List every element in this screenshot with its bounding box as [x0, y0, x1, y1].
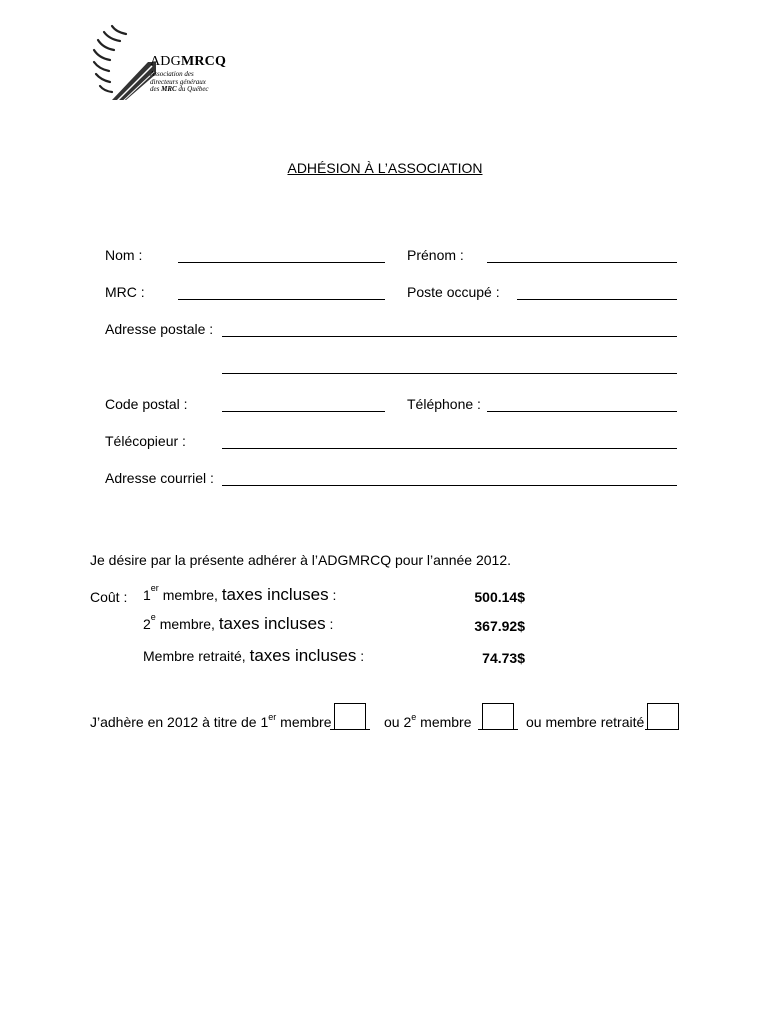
cost-row: [143, 614, 333, 634]
cost-row-3-colon: :: [356, 648, 365, 664]
telephone-field[interactable]: [487, 411, 677, 412]
adresse-field-2[interactable]: [222, 373, 677, 374]
poste-field[interactable]: [517, 299, 677, 300]
cost-row-2-sup: e: [150, 612, 156, 622]
membership-text-2: [384, 714, 472, 730]
first-member-checkbox[interactable]: [334, 703, 366, 730]
nom-label: Nom :: [105, 247, 143, 263]
retired-member-underline: [645, 729, 678, 730]
cost-row-2-pre: 2: [143, 616, 151, 632]
statement-text: Je désire par la présente adhérer à l’ADGMRCQ pour l’année 2012.: [90, 552, 512, 568]
cost-row-1-post: membre,: [158, 587, 222, 603]
membership-part-2-sup: e: [411, 712, 417, 722]
membership-part-2-end: membre: [416, 714, 472, 730]
courriel-label: Adresse courriel :: [105, 470, 214, 486]
cost-row: [143, 585, 336, 605]
membership-part-1: J’adhère en 2012 à titre de 1: [90, 714, 269, 730]
membership-part-2: ou 2: [384, 714, 412, 730]
first-member-underline: [330, 729, 370, 730]
membership-text-3: ou membre retraité: [526, 714, 645, 730]
mrc-label: MRC :: [105, 284, 145, 300]
mrc-field[interactable]: [178, 299, 385, 300]
logo-line-3-bold: MRC: [161, 85, 177, 93]
cost-row-2-colon: :: [325, 616, 334, 632]
nom-field[interactable]: [178, 262, 385, 263]
logo-line-3-prefix: des: [150, 85, 160, 93]
adresse-label: Adresse postale :: [105, 321, 214, 337]
page-title-wrap: [0, 160, 770, 176]
poste-label: Poste occupé :: [407, 284, 500, 300]
adresse-field-1[interactable]: [222, 336, 677, 337]
membership-part-1-end: membre: [276, 714, 332, 730]
second-member-underline: [478, 729, 518, 730]
logo-name-bold: MRCQ: [180, 54, 227, 69]
cost-amount-3: 74.73$: [482, 650, 525, 666]
logo-line-3-suffix: du Québec: [178, 85, 209, 93]
code-postal-label: Code postal :: [105, 396, 188, 412]
membership-text-1: [90, 714, 332, 730]
telecopieur-label: Télécopieur :: [105, 433, 186, 449]
page-title: ADHÉSION À L’ASSOCIATION: [287, 160, 483, 176]
cost-row-3-pre: Membre retraité,: [143, 648, 250, 664]
cost-row: [143, 646, 364, 666]
retired-member-checkbox[interactable]: [647, 703, 679, 730]
logo-line-2: directeurs généraux: [150, 77, 206, 86]
cost-row-1-colon: :: [328, 587, 337, 603]
cost-row-1-pre: 1: [143, 587, 151, 603]
telephone-label: Téléphone :: [407, 396, 481, 412]
logo-line-1: Association des: [150, 70, 194, 78]
cost-label: Coût :: [90, 589, 128, 605]
cost-amount-1: 500.14$: [474, 589, 525, 605]
cost-row-1-sup: er: [150, 583, 159, 593]
cost-amount-2: 367.92$: [474, 618, 525, 634]
cost-row-2-taxes: taxes incluses: [218, 614, 326, 633]
code-postal-field[interactable]: [222, 411, 385, 412]
telecopieur-field[interactable]: [222, 448, 677, 449]
cost-row-3-taxes: taxes incluses: [249, 646, 357, 665]
logo-name-prefix: ADG: [150, 54, 181, 69]
logo-subtitle: [150, 71, 209, 94]
prenom-label: Prénom :: [407, 247, 464, 263]
logo-name: [150, 54, 226, 70]
prenom-field[interactable]: [487, 262, 677, 263]
cost-row-2-post: membre,: [155, 616, 219, 632]
membership-part-1-sup: er: [268, 712, 277, 722]
second-member-checkbox[interactable]: [482, 703, 514, 730]
cost-row-1-taxes: taxes incluses: [221, 585, 329, 604]
courriel-field[interactable]: [222, 485, 677, 486]
logo-line-3: [150, 86, 209, 94]
